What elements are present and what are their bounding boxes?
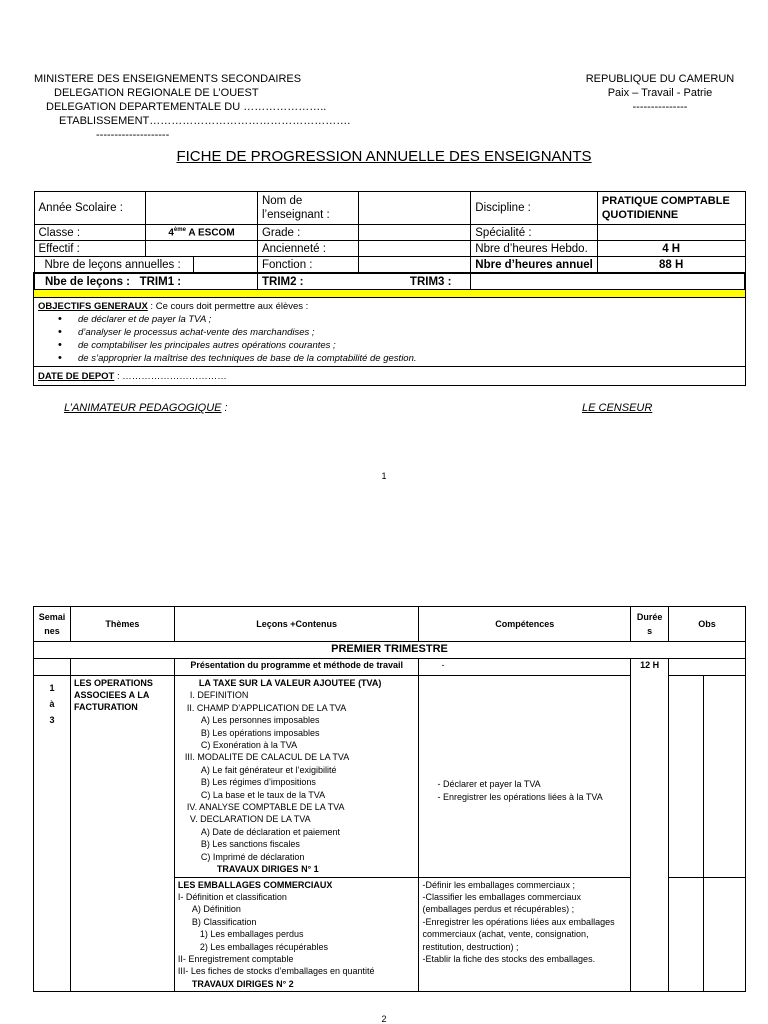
- tva-lesson-cell: [174, 676, 419, 878]
- theme-cell: LES OPERATIONS ASSOCIEES A LA FACTURATION: [70, 676, 174, 992]
- tva-line: IV. ANALYSE COMPTABLE DE LA TVA: [186, 802, 345, 813]
- emballages-td: TRAVAUX DIRIGES N° 2: [191, 978, 294, 989]
- censeur-signature: LE CENSEUR: [582, 402, 653, 414]
- anciennete-value[interactable]: [359, 241, 471, 257]
- heures-annuel-value[interactable]: 88 H: [597, 257, 745, 274]
- trim1-label: TRIM1 :: [139, 275, 182, 288]
- header-left-separator: --------------------: [96, 129, 170, 141]
- col-competences: Compétences: [419, 607, 631, 642]
- ministry-line: MINISTERE DES ENSEIGNEMENTS SECONDAIRES: [34, 73, 302, 85]
- animateur-signature: [64, 402, 228, 414]
- emballages-line: III- Les fiches de stocks d’emballages en quantité: [177, 966, 375, 977]
- classe-rest: A ESCOM: [185, 227, 235, 239]
- nom-enseignant-label: Nom de l’enseignant :: [257, 192, 359, 225]
- republic-line: REPUBLIQUE DU CAMERUN: [585, 73, 735, 85]
- annee-scolaire-label: Année Scolaire :: [34, 192, 146, 225]
- teacher-info-table: [33, 191, 746, 291]
- departmental-delegation-line: DELEGATION DEPARTEMENTALE DU …………………..: [46, 101, 327, 113]
- tva-line: A) Date de déclaration et paiement: [200, 826, 340, 837]
- grade-value[interactable]: [359, 225, 471, 241]
- fonction-label: Fonction :: [257, 257, 359, 274]
- tva-line: C) Exonération à la TVA: [200, 740, 298, 751]
- page-number-1: 1: [381, 471, 387, 481]
- tva-line: B) Les régimes d’impositions: [200, 777, 316, 788]
- col-obs: Obs: [669, 607, 746, 642]
- tva-line: II. CHAMP D’APPLICATION DE LA TVA: [186, 702, 347, 713]
- effectif-label: Effectif :: [34, 241, 146, 257]
- emballages-competences-cell: [419, 877, 631, 992]
- heures-hebdo-value[interactable]: 4 H: [597, 241, 745, 257]
- discipline-label: Discipline :: [471, 192, 598, 225]
- lecons-annuelles-label: Nbre de leçons annuelles :: [34, 257, 193, 274]
- objective-item: • de déclarer et de payer la TVA ;: [38, 313, 741, 326]
- intro-theme-cell: [70, 659, 174, 676]
- tva-title: LA TAXE SUR LA VALEUR AJOUTEE (TVA): [198, 678, 382, 688]
- grade-label: Grade :: [257, 225, 359, 241]
- intro-week-cell: [34, 659, 71, 676]
- nom-enseignant-value[interactable]: [359, 192, 471, 225]
- specialite-label: Spécialité :: [471, 225, 598, 241]
- tva-line: V. DECLARATION DE LA TVA: [189, 814, 311, 825]
- effectif-value[interactable]: [146, 241, 258, 257]
- animateur-suffix: :: [221, 402, 228, 414]
- classe-value[interactable]: [146, 225, 258, 241]
- establishment-line: ETABLISSEMENT……………………………………………….: [59, 115, 351, 127]
- tva-line: A) Les personnes imposables: [200, 715, 320, 726]
- intro-obs-cell: [669, 659, 746, 676]
- date-depot-label: DATE DE DEPOT: [38, 370, 115, 382]
- emballages-title: LES EMBALLAGES COMMERCIAUX: [177, 879, 333, 890]
- col-durees: Durée s: [631, 607, 669, 642]
- anciennete-label: Ancienneté :: [257, 241, 359, 257]
- emballages-line: I- Définition et classification: [177, 891, 287, 902]
- tva-line: C) La base et le taux de la TVA: [200, 789, 326, 800]
- discipline-value[interactable]: PRATIQUE COMPTABLE QUOTIDIENNE: [597, 192, 745, 225]
- tva-line: C) Imprimé de déclaration: [200, 851, 305, 862]
- trim2-cell: [257, 273, 470, 290]
- objectives-table: [33, 289, 746, 386]
- emballages-line: 2) Les emballages récupérables: [199, 941, 328, 952]
- header-right: [560, 72, 760, 114]
- tva-line: I. DEFINITION: [189, 690, 249, 701]
- date-depot-cell: [34, 367, 746, 386]
- objectives-heading: [38, 300, 741, 313]
- tva-competence: - Déclarer et payer la TVA: [437, 778, 541, 789]
- col-semaines: Semai nes: [34, 607, 71, 642]
- page-number-2: 2: [381, 1014, 387, 1024]
- objectives-intro: : Ce cours doit permettre aux élèves :: [147, 301, 309, 312]
- emballages-competence: -Enregistrer les opérations liées aux emballages commerciaux (achat, vente, consignation, restitution, destruction) ;: [422, 916, 615, 952]
- emballages-line: II- Enregistrement comptable: [177, 953, 294, 964]
- emballages-competence: -Etablir la fiche des stocks des emballages.: [422, 953, 596, 964]
- motto-line: Paix – Travail - Patrie: [607, 87, 713, 99]
- emballages-obs-1: [669, 877, 704, 992]
- intro-lecon: Présentation du programme et méthode de travail: [174, 659, 419, 676]
- animateur-label: L’ANIMATEUR PEDAGOGIQUE: [64, 402, 222, 414]
- emballages-competence: -Définir les emballages commerciaux ;: [422, 879, 576, 890]
- trim2-label: TRIM2 :: [261, 275, 304, 288]
- fonction-value[interactable]: [359, 257, 471, 274]
- tva-obs-2: [704, 676, 746, 878]
- lecons-trim-row: [34, 273, 257, 290]
- annee-scolaire-value[interactable]: [146, 192, 258, 225]
- week-end: 3: [49, 715, 55, 725]
- tva-line: III. MODALITE DE CALACUL DE LA TVA: [184, 752, 350, 763]
- tva-line: B) Les opérations imposables: [200, 727, 320, 738]
- tva-td: TRAVAUX DIRIGES N° 1: [216, 864, 319, 875]
- classe-number: 4: [168, 227, 174, 239]
- week-start: 1: [49, 683, 55, 693]
- trimestre-header: PREMIER TRIMESTRE: [34, 642, 746, 659]
- tva-line: A) Le fait générateur et l’exigibilité: [200, 764, 337, 775]
- emballages-line: A) Définition: [191, 904, 241, 915]
- header-right-separator: ---------------: [632, 101, 688, 113]
- objective-item: • de comptabiliser les principales autres opérations courantes ;: [38, 339, 741, 352]
- emballages-competence: -Classifier les emballages commerciaux (emballages perdus et récupérables) ;: [422, 891, 582, 915]
- lecons-trim-label: Nbe de leçons :: [45, 275, 130, 288]
- col-lecons: Leçons +Contenus: [174, 607, 419, 642]
- specialite-value[interactable]: [597, 225, 745, 241]
- classe-superscript: ème: [173, 226, 186, 233]
- emballages-line: B) Classification: [191, 916, 257, 927]
- header-left: [34, 72, 351, 142]
- document-title: FICHE DE PROGRESSION ANNUELLE DES ENSEIGNANTS: [176, 148, 592, 165]
- tva-line: B) Les sanctions fiscales: [200, 839, 300, 850]
- weeks-cell: [34, 676, 71, 992]
- trim3-value[interactable]: [471, 273, 745, 290]
- week-to: à: [49, 699, 55, 709]
- col-themes: Thèmes: [70, 607, 174, 642]
- heures-hebdo-label: Nbre d’heures Hebdo.: [471, 241, 598, 257]
- objective-item: • d’analyser le processus achat-vente des marchandises ;: [38, 326, 741, 339]
- objective-item: • de s’approprier la maîtrise des techniques de base de la comptabilité de gestion.: [38, 352, 741, 365]
- yellow-band: [34, 290, 746, 298]
- tva-competence: - Enregistrer les opérations liées à la TVA: [437, 791, 603, 802]
- tva-obs-1: [669, 676, 704, 878]
- progression-table: [33, 606, 746, 992]
- objectives-label: OBJECTIFS GENERAUX: [38, 301, 148, 312]
- heures-annuel-label: Nbre d’heures annuel: [471, 257, 598, 274]
- duree-cell: 12 H: [631, 659, 669, 992]
- lecons-annuelles-value[interactable]: [193, 257, 257, 274]
- intro-competence: -: [419, 659, 631, 676]
- emballages-obs-2: [704, 877, 746, 992]
- tva-competences-cell: [419, 676, 631, 878]
- regional-delegation-line: DELEGATION REGIONALE DE L’OUEST: [54, 87, 259, 99]
- emballages-line: 1) Les emballages perdus: [199, 929, 304, 940]
- emballages-lesson-cell: [174, 877, 419, 992]
- date-depot-value[interactable]: : ……………………………: [114, 370, 227, 382]
- objectives-cell: [34, 298, 746, 367]
- classe-label: Classe :: [34, 225, 146, 241]
- trim3-label: TRIM3 :: [409, 275, 452, 288]
